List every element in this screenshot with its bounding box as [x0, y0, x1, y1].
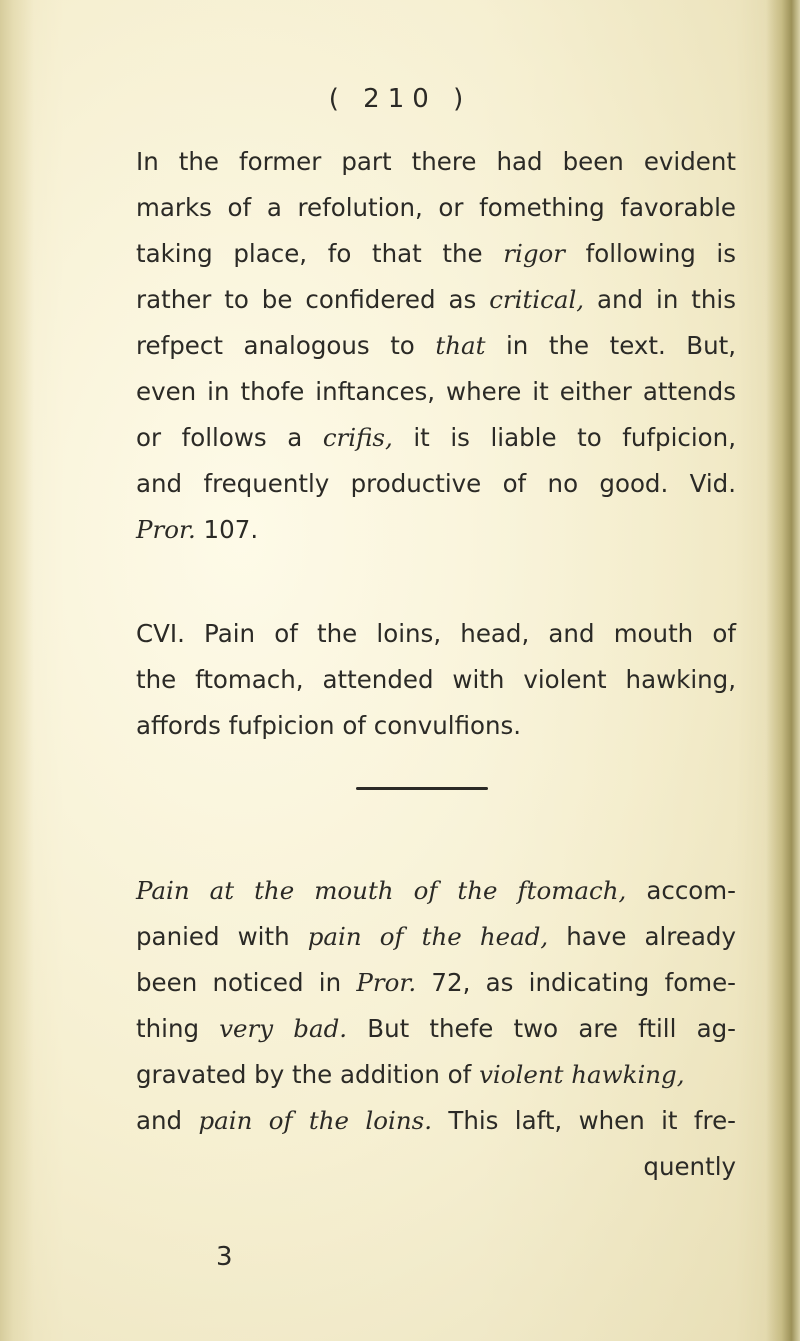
text-line: taking place, fo that the rigor following is: [136, 239, 736, 268]
text-line: marks of a refolution, or fomething favorable: [136, 193, 736, 222]
catchword: quently: [643, 1152, 736, 1181]
text-line: CVI. Pain of the loins, head, and mouth of: [136, 619, 736, 648]
page-number: ( 210 ): [328, 84, 472, 114]
text-line: and pain of the loins. This laft, when it fre-: [136, 1106, 736, 1135]
paragraph-1: [136, 139, 736, 553]
text-line: or follows a crifis, it is liable to fufpicion,: [136, 423, 736, 452]
text-line: even in thofe inftances, where it either attends: [136, 377, 736, 406]
text-line: and frequently productive of no good. Vid.: [136, 469, 736, 498]
text-line: affords fufpicion of convulfions.: [136, 711, 522, 740]
text-line: panied with pain of the head, have already: [136, 922, 736, 951]
page-shadow-left: [0, 0, 34, 1341]
text-line: refpect analogous to that in the text. But,: [136, 331, 736, 360]
text-line: rather to be confidered as critical, and in this: [136, 285, 736, 314]
signature-mark: 3: [216, 1242, 233, 1272]
text-line: been noticed in Pror. 72, as indicating fome-: [136, 968, 736, 997]
paragraph-3: [136, 868, 736, 1190]
page-binding-edge: [766, 0, 800, 1341]
text-line: Pain at the mouth of the ftomach, accom-: [136, 876, 736, 905]
text-line: gravated by the addition of violent hawking,: [136, 1060, 685, 1089]
text-line: the ftomach, attended with violent hawking,: [136, 665, 736, 694]
section-divider-rule: [356, 787, 488, 790]
text-line: Pror. 107.: [136, 515, 259, 544]
text-line: thing very bad. But thefe two are ftill ag-: [136, 1014, 736, 1043]
paragraph-2: [136, 611, 736, 749]
text-line: In the former part there had been evident: [136, 147, 736, 176]
